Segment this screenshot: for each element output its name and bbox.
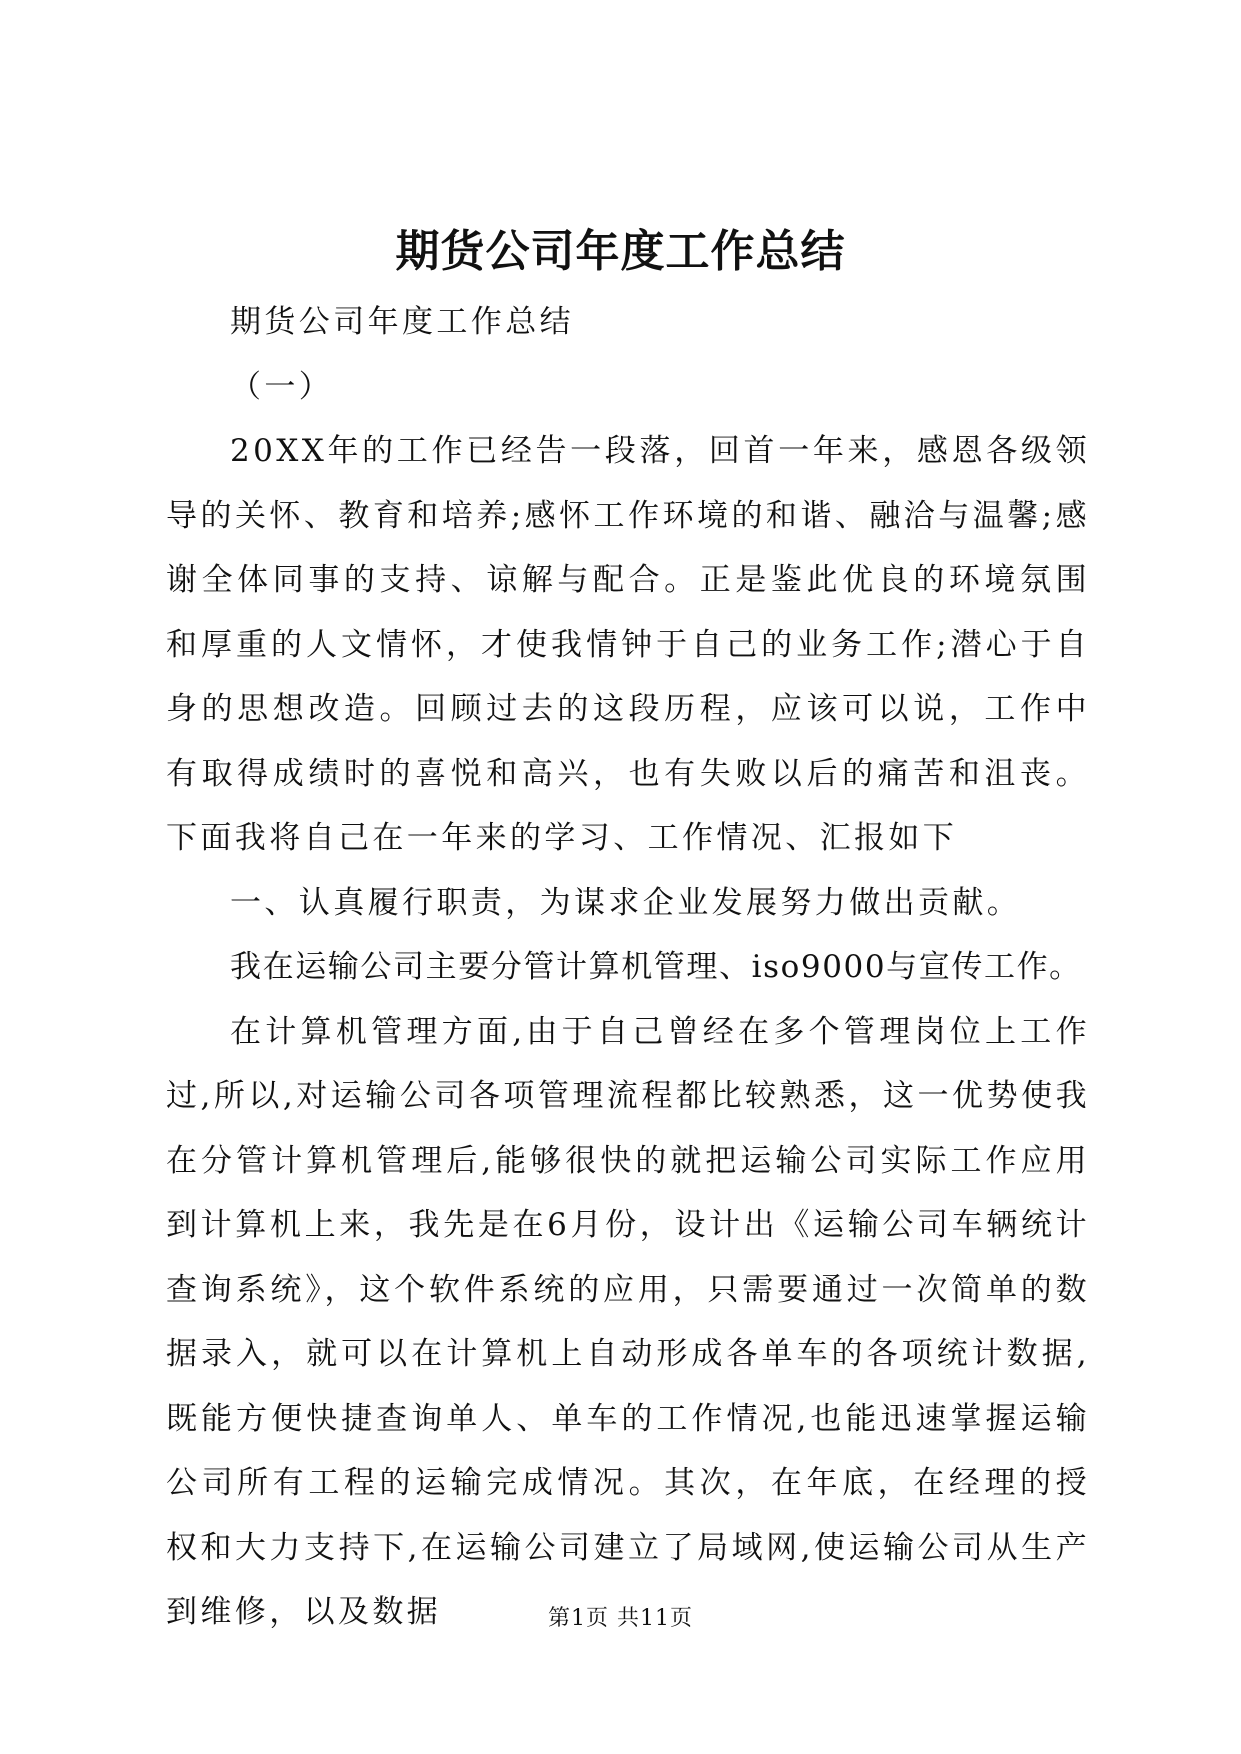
document-title: 期货公司年度工作总结 (395, 226, 846, 277)
document-body (166, 290, 1090, 1645)
section-heading-paragraph: 一、认真履行职责，为谋求企业发展努力做出贡献。 (230, 884, 1022, 921)
duties-paragraph: 我在运输公司主要分管计算机管理、iso9000与宣传工作。 (230, 949, 1082, 985)
section-number-paragraph: （一） (230, 368, 334, 405)
intro-paragraph: 20XX年的工作已经告一段落，回首一年来，感恩各级领导的关怀、教育和培养;感怀工作环境的和谐、融洽与温馨;感谢全体同事的支持、谅解与配合。正是鉴此优良的环境氛围和厚重的人文情怀，才使我情钟于自己的业务工作;潜心于自身的思想改造。回顾过去的这段历程，应该可以说，工作中有取得成绩时的喜悦和高兴，也有失败以后的痛苦和沮丧。下面我将自己在一年来的学习、工作情况、汇报如下 (166, 433, 1090, 856)
subtitle-paragraph: 期货公司年度工作总结 (230, 304, 574, 340)
page-footer: 第1页 共11页 (548, 1606, 693, 1631)
computer-management-paragraph: 在计算机管理方面,由于自己曾经在多个管理岗位上工作过,所以,对运输公司各项管理流程都比较熟悉，这一优势使我在分管计算机管理后,能够很快的就把运输公司实际工作应用到计算机上来，我先是在6月份，设计出《运输公司车辆统计查询系统》，这个软件系统的应用，只需要通过一次简单的数据录入，就可以在计算机上自动形成各单车的各项统计数据,既能方便快捷查询单人、单车的工作情况,也能迅速掌握运输公司所有工程的运输完成情况。其次，在年底，在经理的授权和大力支持下,在运输公司建立了局域网,使运输公司从生产到维修，以及数据 (166, 1013, 1090, 1630)
